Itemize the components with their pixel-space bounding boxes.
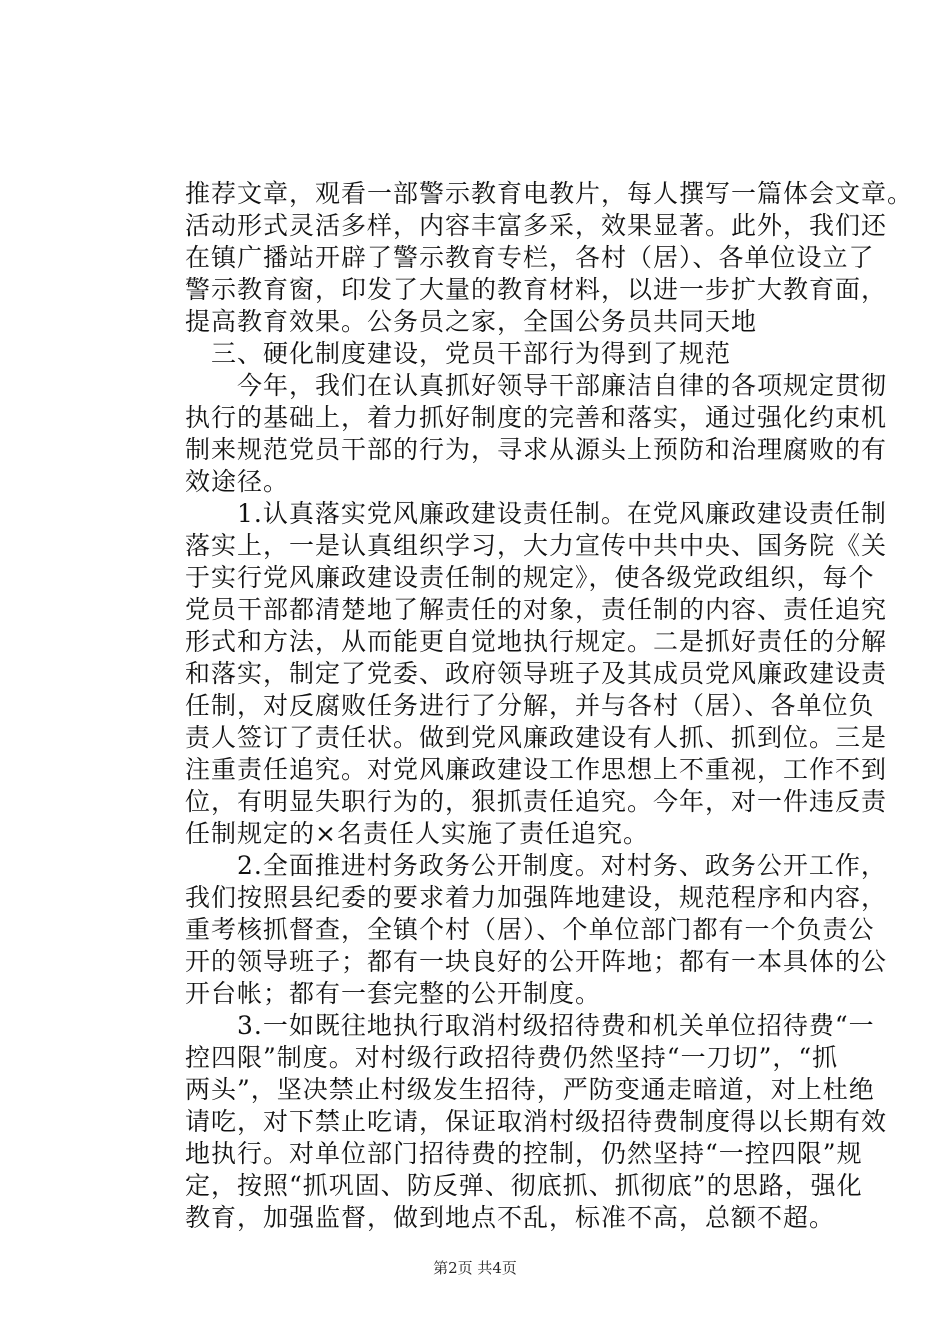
text-line: 形式和方法，从而能更自觉地执行规定。二是抓好责任的分解 — [185, 627, 888, 656]
text-line: 执行的基础上，着力抓好制度的完善和落实，通过强化约束机 — [185, 403, 888, 432]
text-line: 效途径。 — [185, 467, 290, 496]
text-line: 提高教育效果。公务员之家，全国公务员共同天地 — [185, 307, 758, 336]
text-line: 任制规定的×名责任人实施了责任追究。 — [185, 819, 649, 848]
text-line: 推荐文章，观看一部警示教育电教片，每人撰写一篇体会文章。 — [185, 179, 914, 208]
text-line: 落实上，一是认真组织学习，大力宣传中共中央、国务院《关 — [185, 531, 888, 560]
text-line: 开台帐；都有一套完整的公开制度。 — [185, 979, 602, 1008]
text-line: 党员干部都清楚地了解责任的对象，责任制的内容、责任追究 — [185, 595, 888, 624]
text-line: 警示教育窗，印发了大量的教育材料，以进一步扩大教育面， — [185, 275, 888, 304]
text-line: 于实行党风廉政建设责任制的规定》，使各级党政组织，每个 — [185, 563, 875, 592]
text-line: 今年，我们在认真抓好领导干部廉洁自律的各项规定贯彻 — [185, 371, 888, 400]
text-line: 重考核抓督查，全镇个村（居）、个单位部门都有一个负责公 — [185, 915, 875, 944]
text-line: 控四限”制度。对村级行政招待费仍然坚持“一刀切”，“抓 — [185, 1043, 839, 1072]
text-line: 责人签订了责任状。做到党风廉政建设有人抓、抓到位。三是 — [185, 723, 888, 752]
text-line: 3.一如既往地执行取消村级招待费和机关单位招待费“一 — [185, 1011, 875, 1040]
text-line: 2.全面推进村务政务公开制度。对村务、政务公开工作， — [185, 851, 887, 880]
text-line: 教育，加强监督，做到地点不乱，标准不高，总额不超。 — [185, 1203, 836, 1232]
document-body — [185, 178, 914, 1234]
section-heading: 三、硬化制度建设，党员干部行为得到了规范 — [185, 339, 732, 368]
text-line: 定，按照“抓巩固、防反弹、彻底抓、抓彻底”的思路，强化 — [185, 1171, 863, 1200]
text-line: 和落实，制定了党委、政府领导班子及其成员党风廉政建设责 — [185, 659, 888, 688]
text-line: 请吃，对下禁止吃请，保证取消村级招待费制度得以长期有效 — [185, 1107, 888, 1136]
text-line: 活动形式灵活多样，内容丰富多采，效果显著。此外，我们还 — [185, 211, 888, 240]
page-footer: 第2页 共4页 — [433, 1259, 517, 1277]
text-line: 地执行。对单位部门招待费的控制，仍然坚持“一控四限”规 — [185, 1139, 863, 1168]
text-line: 任制，对反腐败任务进行了分解，并与各村（居）、各单位负 — [185, 691, 875, 720]
text-line: 我们按照县纪委的要求着力加强阵地建设，规范程序和内容， — [185, 883, 888, 912]
text-line: 在镇广播站开辟了警示教育专栏，各村（居）、各单位设立了 — [185, 243, 875, 272]
text-line: 位，有明显失职行为的，狠抓责任追究。今年，对一件违反责 — [185, 787, 888, 816]
text-line: 1.认真落实党风廉政建设责任制。在党风廉政建设责任制 — [185, 499, 887, 528]
text-line: 两头”，坚决禁止村级发生招待，严防变通走暗道，对上杜绝 — [185, 1075, 875, 1104]
text-line: 注重责任追究。对党风廉政建设工作思想上不重视，工作不到 — [185, 755, 888, 784]
text-line: 开的领导班子；都有一块良好的公开阵地；都有一本具体的公 — [185, 947, 888, 976]
text-line: 制来规范党员干部的行为，寻求从源头上预防和治理腐败的有 — [185, 435, 888, 464]
